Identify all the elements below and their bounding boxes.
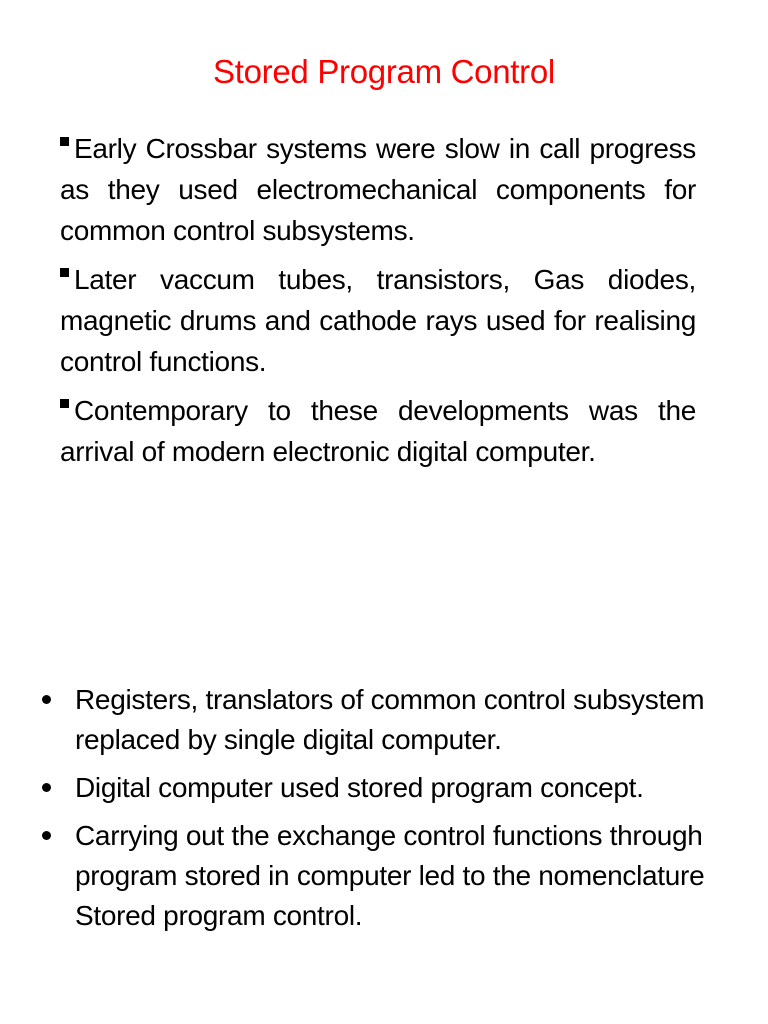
list-item-text: Carrying out the exchange control functions through program stored in computer led to the nomenclature Stored program control. bbox=[75, 820, 705, 931]
upper-bullet-list bbox=[60, 128, 696, 480]
round-bullet-icon bbox=[42, 695, 51, 704]
list-item-text: Early Crossbar systems were slow in call progress as they used electromechanical components for common control subsystems. bbox=[60, 133, 696, 246]
round-bullet-icon bbox=[42, 831, 51, 840]
list-item bbox=[38, 680, 728, 760]
list-item bbox=[38, 768, 728, 808]
round-bullet-icon bbox=[42, 783, 51, 792]
lower-bullet-list bbox=[38, 680, 728, 944]
slide-title: Stored Program Control bbox=[213, 53, 555, 90]
list-item bbox=[60, 390, 696, 472]
list-item-text: Contemporary to these developments was the arrival of modern electronic digital computer. bbox=[60, 395, 696, 467]
list-item bbox=[60, 259, 696, 382]
list-item-text: Later vaccum tubes, transistors, Gas diodes, magnetic drums and cathode rays used for realising control functions. bbox=[60, 264, 696, 377]
list-item bbox=[38, 816, 728, 936]
list-item-text: Registers, translators of common control subsystem replaced by single digital computer. bbox=[75, 684, 705, 755]
list-item bbox=[60, 128, 696, 251]
square-bullet-icon bbox=[60, 137, 69, 146]
square-bullet-icon bbox=[60, 399, 69, 408]
list-item-text: Digital computer used stored program concept. bbox=[75, 772, 644, 803]
square-bullet-icon bbox=[60, 268, 69, 277]
